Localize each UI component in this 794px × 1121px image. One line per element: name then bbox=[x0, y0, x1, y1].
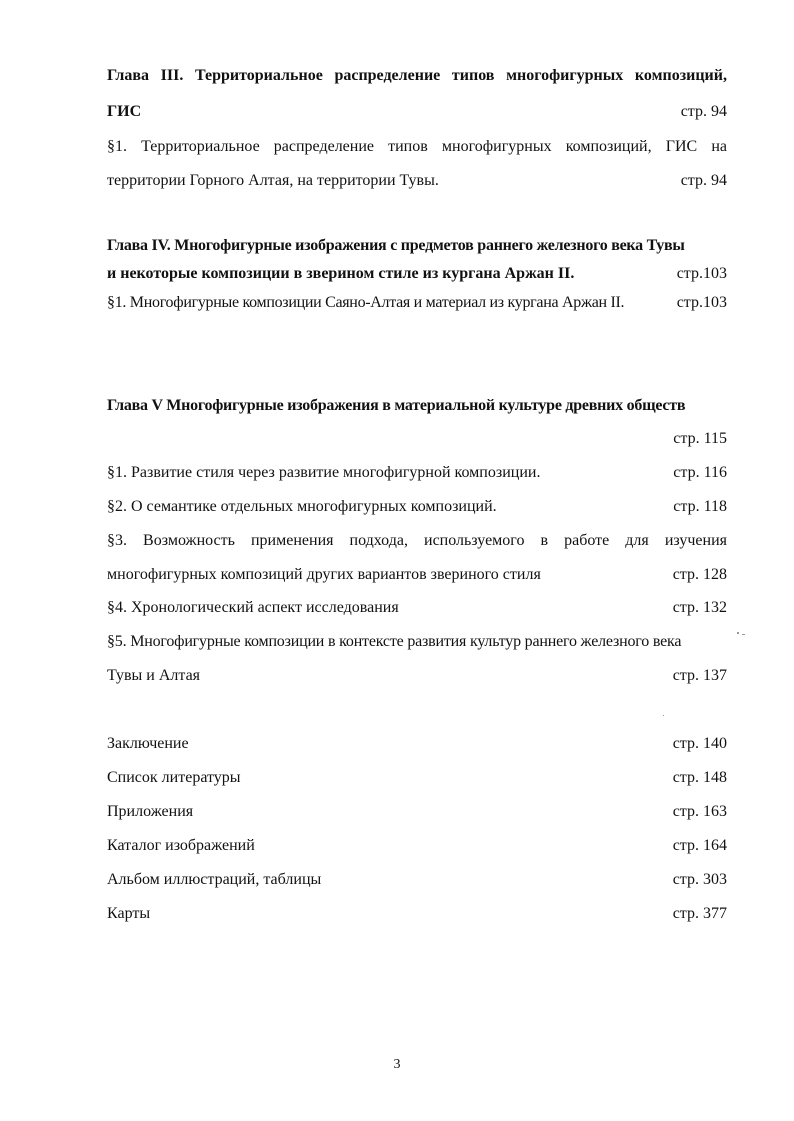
chapter5-sec4-page: стр. 132 bbox=[672, 599, 727, 616]
chapter5-sec1: §1. Развитие стиля через развитие многофигурной композиции. bbox=[107, 464, 541, 481]
back-matter-row bbox=[107, 802, 727, 822]
back-matter-page: стр. 164 bbox=[672, 837, 727, 854]
back-matter-page: стр. 148 bbox=[672, 769, 727, 786]
chapter3-title-line2-row bbox=[107, 102, 727, 122]
chapter4-title-line2: и некоторые композиции в зверином стиле из кургана Аржан II. bbox=[107, 265, 575, 282]
back-matter-title: Заключение bbox=[107, 735, 189, 752]
chapter4-page: стр.103 bbox=[676, 265, 727, 282]
chapter5-sec5-line2: Тувы и Алтая bbox=[107, 667, 201, 684]
chapter4-sec1-page: стр.103 bbox=[676, 294, 727, 311]
chapter5-sec2-page: стр. 118 bbox=[673, 498, 727, 515]
chapter5-sec5-page: стр. 137 bbox=[672, 667, 727, 684]
back-matter-title: Список литературы bbox=[107, 769, 241, 786]
back-matter-row bbox=[107, 734, 727, 754]
chapter5-title: Глава V Многофигурные изображения в материальной культуре древних обществ bbox=[107, 397, 686, 414]
chapter4-sec1: §1. Многофигурные композиции Саяно-Алтая и материал из кургана Аржан II. bbox=[107, 294, 625, 311]
chapter5-sec1-row bbox=[107, 463, 727, 483]
chapter5-sec5-row bbox=[107, 666, 727, 686]
back-matter-title: Приложения bbox=[107, 803, 194, 820]
chapter5-sec1-page: стр. 116 bbox=[673, 464, 727, 481]
chapter4-title-line2-row bbox=[107, 264, 727, 284]
back-matter-title: Альбом иллюстраций, таблицы bbox=[107, 871, 322, 888]
chapter3-sec1-line1: §1. Территориальное распределение типов многофигурных композиций, ГИС на bbox=[107, 138, 727, 155]
chapter5-sec3-line1: §3. Возможность применения подхода, используемого в работе для изучения bbox=[107, 532, 727, 549]
back-matter-title: Каталог изображений bbox=[107, 837, 255, 854]
chapter3-sec1-row bbox=[107, 171, 727, 191]
scan-speck bbox=[737, 632, 739, 634]
chapter3-page: стр. 94 bbox=[680, 103, 727, 120]
back-matter-row bbox=[107, 904, 727, 924]
chapter5-sec2: §2. О семантике отдельных многофигурных композиций. bbox=[107, 498, 497, 515]
chapter4-sec1-row bbox=[107, 293, 727, 313]
back-matter-row bbox=[107, 768, 727, 788]
back-matter-row bbox=[107, 836, 727, 856]
chapter5-page-row bbox=[107, 429, 727, 449]
chapter5-sec3-row bbox=[107, 565, 727, 585]
chapter5-sec2-row bbox=[107, 497, 727, 517]
back-matter-title: Карты bbox=[107, 905, 151, 922]
chapter3-sec1-line2: территории Горного Алтая, на территории Тувы. bbox=[107, 172, 439, 189]
chapter3-title-line2: ГИС bbox=[107, 103, 142, 120]
page-number: 3 bbox=[393, 1057, 401, 1072]
back-matter-page: стр. 163 bbox=[672, 803, 727, 820]
back-matter-page: стр. 377 bbox=[672, 905, 727, 922]
back-matter-page: стр. 140 bbox=[672, 735, 727, 752]
chapter5-sec4-row bbox=[107, 598, 727, 618]
scan-speck bbox=[663, 715, 664, 716]
chapter5-page: стр. 115 bbox=[673, 430, 727, 447]
back-matter-page: стр. 303 bbox=[672, 871, 727, 888]
chapter5-sec5-line1: §5. Многофигурные композиции в контексте развития культур раннего железного века bbox=[107, 633, 682, 650]
back-matter-row bbox=[107, 870, 727, 890]
chapter3-title-line1: Глава III. Территориальное распределение типов многофигурных композиций, bbox=[107, 67, 727, 84]
chapter3-sec1-page: стр. 94 bbox=[680, 172, 727, 189]
chapter5-sec3-page: стр. 128 bbox=[672, 566, 727, 583]
chapter5-sec3-line2: многофигурных композиций других вариантов звериного стиля bbox=[107, 566, 541, 583]
chapter4-title-line1: Глава IV. Многофигурные изображения с предметов раннего железного века Тувы bbox=[107, 237, 685, 254]
chapter5-sec4: §4. Хронологический аспект исследования bbox=[107, 599, 399, 616]
scan-speck bbox=[742, 634, 745, 635]
